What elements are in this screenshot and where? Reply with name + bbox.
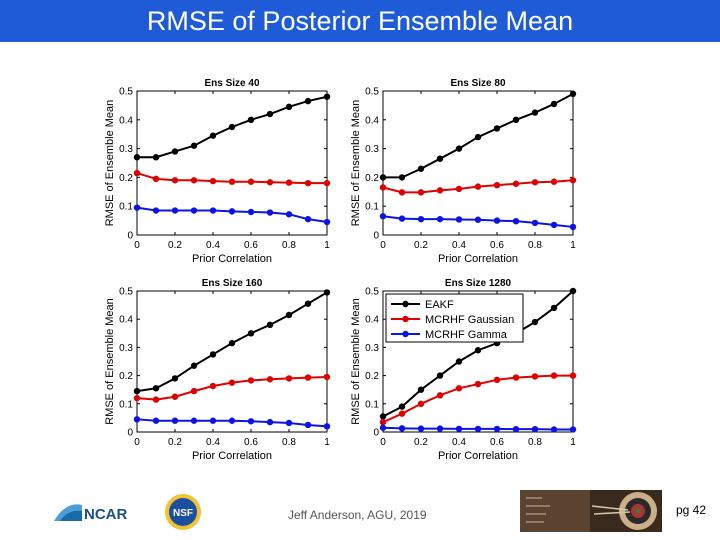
- x-tick-label: 1: [570, 240, 576, 251]
- dart-logo: [520, 490, 662, 532]
- data-point-mcrhf-gamma: [513, 218, 519, 224]
- data-point-eakf: [210, 351, 216, 357]
- data-point-eakf: [324, 94, 330, 100]
- data-point-eakf: [551, 305, 557, 311]
- x-tick-label: 0.2: [414, 240, 428, 251]
- data-point-mcrhf-gamma: [456, 426, 462, 432]
- data-point-mcrhf-gaussian: [513, 181, 519, 187]
- data-point-eakf: [248, 117, 254, 123]
- page-number: pg 42: [676, 503, 707, 517]
- y-tick-label: 0.4: [119, 314, 133, 326]
- data-point-mcrhf-gamma: [418, 425, 424, 431]
- dart-logo-panel: [520, 490, 590, 532]
- x-tick-label: 1: [570, 437, 576, 448]
- data-point-mcrhf-gaussian: [191, 177, 197, 183]
- data-point-mcrhf-gaussian: [513, 374, 519, 380]
- data-point-eakf: [210, 132, 216, 138]
- y-tick-label: 0.5: [119, 86, 133, 98]
- y-tick-label: 0.3: [119, 144, 133, 156]
- data-point-mcrhf-gaussian: [475, 183, 481, 189]
- data-point-eakf: [475, 134, 481, 140]
- chart-legend: [386, 294, 523, 342]
- data-point-eakf: [134, 154, 140, 160]
- x-tick-label: 1: [324, 437, 330, 448]
- data-point-mcrhf-gaussian: [267, 376, 273, 382]
- x-tick-label: 0: [134, 240, 140, 251]
- data-point-mcrhf-gamma: [399, 425, 405, 431]
- data-point-mcrhf-gaussian: [437, 392, 443, 398]
- data-point-mcrhf-gaussian: [248, 377, 254, 383]
- data-point-mcrhf-gaussian: [153, 396, 159, 402]
- data-point-eakf: [437, 155, 443, 161]
- footer-author: Jeff Anderson, AGU, 2019: [288, 508, 427, 522]
- data-point-mcrhf-gamma: [532, 426, 538, 432]
- data-point-mcrhf-gamma: [210, 207, 216, 213]
- y-tick-label: 0.5: [365, 286, 379, 298]
- data-point-mcrhf-gaussian: [399, 189, 405, 195]
- data-point-mcrhf-gamma: [210, 418, 216, 424]
- data-point-mcrhf-gaussian: [532, 179, 538, 185]
- data-point-eakf: [418, 166, 424, 172]
- data-point-mcrhf-gamma: [437, 425, 443, 431]
- x-axis-label: Prior Correlation: [437, 253, 519, 265]
- data-point-eakf: [399, 174, 405, 180]
- x-tick-label: 0.4: [452, 437, 466, 448]
- x-tick-label: 0: [134, 437, 140, 448]
- y-tick-label: 0.2: [119, 371, 133, 383]
- legend-marker: [402, 301, 408, 307]
- data-point-mcrhf-gamma: [134, 204, 140, 210]
- data-point-eakf: [229, 124, 235, 130]
- data-point-mcrhf-gamma: [551, 222, 557, 228]
- data-point-eakf: [324, 289, 330, 295]
- chart-title: Ens Size 80: [450, 78, 506, 89]
- y-tick-label: 0.2: [365, 371, 379, 383]
- data-point-eakf: [134, 388, 140, 394]
- data-point-eakf: [532, 319, 538, 325]
- data-point-mcrhf-gamma: [570, 426, 576, 432]
- data-point-mcrhf-gamma: [494, 217, 500, 223]
- data-point-mcrhf-gamma: [532, 220, 538, 226]
- data-point-mcrhf-gaussian: [380, 184, 386, 190]
- data-point-mcrhf-gaussian: [570, 372, 576, 378]
- data-point-eakf: [380, 174, 386, 180]
- data-point-mcrhf-gamma: [399, 215, 405, 221]
- x-tick-label: 0.4: [452, 240, 466, 251]
- y-axis-label: RMSE of Ensemble Mean: [104, 298, 116, 425]
- data-point-eakf: [570, 91, 576, 97]
- legend-label: MCRHF Gaussian: [425, 314, 515, 326]
- data-point-mcrhf-gaussian: [418, 189, 424, 195]
- chart-panel-4: [350, 278, 576, 462]
- data-point-mcrhf-gaussian: [551, 372, 557, 378]
- y-tick-label: 0: [127, 230, 133, 242]
- data-point-eakf: [172, 148, 178, 154]
- data-point-mcrhf-gamma: [172, 207, 178, 213]
- y-tick-label: 0.5: [119, 286, 133, 298]
- data-point-eakf: [513, 117, 519, 123]
- data-point-mcrhf-gaussian: [324, 180, 330, 186]
- x-tick-label: 0.6: [490, 437, 504, 448]
- data-point-mcrhf-gaussian: [172, 177, 178, 183]
- data-point-eakf: [456, 358, 462, 364]
- data-point-mcrhf-gamma: [286, 211, 292, 217]
- data-point-mcrhf-gaussian: [324, 374, 330, 380]
- data-point-mcrhf-gaussian: [418, 401, 424, 407]
- nsf-logo-text: NSF: [173, 508, 193, 519]
- x-tick-label: 0.6: [244, 240, 258, 251]
- data-point-mcrhf-gamma: [305, 216, 311, 222]
- data-point-mcrhf-gaussian: [437, 187, 443, 193]
- data-point-mcrhf-gaussian: [305, 180, 311, 186]
- data-point-mcrhf-gaussian: [551, 179, 557, 185]
- data-point-mcrhf-gaussian: [267, 179, 273, 185]
- chart-panel-2: [350, 78, 576, 265]
- x-axis-label: Prior Correlation: [437, 450, 519, 462]
- data-point-eakf: [286, 312, 292, 318]
- data-point-mcrhf-gaussian: [248, 179, 254, 185]
- data-point-mcrhf-gamma: [437, 216, 443, 222]
- data-point-mcrhf-gaussian: [532, 373, 538, 379]
- data-point-mcrhf-gamma: [475, 426, 481, 432]
- data-point-mcrhf-gaussian: [191, 388, 197, 394]
- y-tick-label: 0.2: [119, 172, 133, 184]
- x-axis-label: Prior Correlation: [191, 253, 273, 265]
- data-point-mcrhf-gamma: [267, 209, 273, 215]
- y-tick-label: 0.3: [365, 144, 379, 156]
- data-point-mcrhf-gaussian: [494, 182, 500, 188]
- data-point-mcrhf-gamma: [456, 216, 462, 222]
- x-tick-label: 0.6: [244, 437, 258, 448]
- data-point-mcrhf-gaussian: [494, 377, 500, 383]
- chart-panel-3: [104, 278, 330, 462]
- data-point-mcrhf-gamma: [229, 208, 235, 214]
- chart-title: Ens Size 40: [204, 78, 260, 89]
- data-point-eakf: [229, 340, 235, 346]
- data-point-mcrhf-gaussian: [229, 179, 235, 185]
- x-tick-label: 0.2: [414, 437, 428, 448]
- y-tick-label: 0: [373, 230, 379, 242]
- data-point-mcrhf-gamma: [172, 418, 178, 424]
- data-point-mcrhf-gamma: [248, 209, 254, 215]
- data-point-mcrhf-gaussian: [456, 385, 462, 391]
- data-point-mcrhf-gamma: [248, 418, 254, 424]
- y-axis-label: RMSE of Ensemble Mean: [104, 99, 116, 227]
- data-point-eakf: [380, 413, 386, 419]
- data-point-eakf: [267, 111, 273, 117]
- data-point-mcrhf-gaussian: [305, 374, 311, 380]
- data-point-eakf: [248, 330, 254, 336]
- data-point-mcrhf-gamma: [494, 426, 500, 432]
- y-axis-label: RMSE of Ensemble Mean: [350, 99, 362, 227]
- chart-title: Ens Size 160: [201, 278, 263, 289]
- y-axis-label: RMSE of Ensemble Mean: [350, 298, 362, 425]
- data-point-eakf: [172, 375, 178, 381]
- y-tick-label: 0: [373, 427, 379, 439]
- x-tick-label: 0.8: [528, 240, 542, 251]
- data-point-mcrhf-gamma: [380, 213, 386, 219]
- data-point-mcrhf-gamma: [513, 426, 519, 432]
- data-point-mcrhf-gaussian: [210, 178, 216, 184]
- data-point-mcrhf-gaussian: [286, 375, 292, 381]
- y-tick-label: 0.4: [365, 115, 379, 127]
- data-point-eakf: [475, 347, 481, 353]
- y-tick-label: 0: [127, 427, 133, 439]
- x-tick-label: 0.4: [206, 240, 220, 251]
- data-point-mcrhf-gamma: [570, 224, 576, 230]
- chart-panel-1: [104, 78, 330, 265]
- data-point-eakf: [305, 98, 311, 104]
- data-point-eakf: [532, 109, 538, 115]
- data-point-mcrhf-gaussian: [399, 410, 405, 416]
- data-point-mcrhf-gaussian: [456, 186, 462, 192]
- data-point-mcrhf-gamma: [267, 419, 273, 425]
- data-point-mcrhf-gamma: [418, 216, 424, 222]
- data-point-mcrhf-gaussian: [134, 170, 140, 176]
- data-point-eakf: [551, 101, 557, 107]
- data-point-mcrhf-gaussian: [286, 179, 292, 185]
- data-point-eakf: [286, 104, 292, 110]
- x-tick-label: 0.2: [168, 240, 182, 251]
- x-tick-label: 1: [324, 240, 330, 251]
- y-tick-label: 0.2: [365, 172, 379, 184]
- legend-marker: [402, 331, 408, 337]
- data-point-eakf: [267, 322, 273, 328]
- legend-label: MCRHF Gamma: [425, 329, 507, 341]
- plot-area: [383, 91, 573, 235]
- data-point-mcrhf-gamma: [286, 420, 292, 426]
- data-point-eakf: [191, 143, 197, 149]
- ncar-logo-text: NCAR: [84, 506, 128, 523]
- plot-area: [137, 291, 327, 432]
- nsf-logo: [163, 492, 203, 532]
- y-tick-label: 0.1: [365, 201, 379, 213]
- x-tick-label: 0.8: [282, 240, 296, 251]
- y-tick-label: 0.1: [119, 399, 133, 411]
- data-point-eakf: [418, 387, 424, 393]
- data-point-eakf: [570, 288, 576, 294]
- x-tick-label: 0.2: [168, 437, 182, 448]
- y-tick-label: 0.1: [119, 201, 133, 213]
- data-point-mcrhf-gamma: [153, 207, 159, 213]
- data-point-mcrhf-gaussian: [153, 176, 159, 182]
- x-tick-label: 0.8: [282, 437, 296, 448]
- x-tick-label: 0.8: [528, 437, 542, 448]
- data-point-eakf: [305, 300, 311, 306]
- dartboard-bullseye: [636, 509, 641, 514]
- y-tick-label: 0.4: [365, 314, 379, 326]
- data-point-mcrhf-gaussian: [134, 395, 140, 401]
- legend-marker: [402, 316, 408, 322]
- data-point-mcrhf-gamma: [380, 425, 386, 431]
- y-tick-label: 0.4: [119, 115, 133, 127]
- x-axis-label: Prior Correlation: [191, 450, 273, 462]
- data-point-mcrhf-gaussian: [475, 381, 481, 387]
- y-tick-label: 0.1: [365, 399, 379, 411]
- data-point-mcrhf-gamma: [324, 219, 330, 225]
- data-point-eakf: [399, 403, 405, 409]
- y-tick-label: 0.3: [119, 342, 133, 354]
- data-point-mcrhf-gamma: [475, 217, 481, 223]
- data-point-mcrhf-gaussian: [570, 177, 576, 183]
- data-point-mcrhf-gaussian: [380, 419, 386, 425]
- data-point-mcrhf-gamma: [153, 418, 159, 424]
- y-tick-label: 0.5: [365, 86, 379, 98]
- data-point-mcrhf-gamma: [134, 416, 140, 422]
- data-point-mcrhf-gaussian: [229, 379, 235, 385]
- legend-label: EAKF: [425, 299, 454, 311]
- slide-title: RMSE of Posterior Ensemble Mean: [146, 5, 574, 36]
- x-tick-label: 0: [380, 240, 386, 251]
- data-point-mcrhf-gaussian: [210, 383, 216, 389]
- x-tick-label: 0.4: [206, 437, 220, 448]
- x-tick-label: 0.6: [490, 240, 504, 251]
- data-point-mcrhf-gamma: [191, 207, 197, 213]
- data-point-mcrhf-gamma: [324, 423, 330, 429]
- data-point-eakf: [153, 385, 159, 391]
- y-tick-label: 0.3: [365, 342, 379, 354]
- data-point-mcrhf-gaussian: [172, 394, 178, 400]
- x-tick-label: 0: [380, 437, 386, 448]
- ncar-logo: [52, 497, 152, 527]
- chart-title: Ens Size 1280: [444, 278, 512, 289]
- data-point-mcrhf-gamma: [305, 422, 311, 428]
- data-point-mcrhf-gamma: [191, 418, 197, 424]
- data-point-eakf: [494, 125, 500, 131]
- data-point-eakf: [437, 372, 443, 378]
- data-point-mcrhf-gamma: [551, 426, 557, 432]
- data-point-eakf: [456, 145, 462, 151]
- data-point-eakf: [153, 154, 159, 160]
- data-point-mcrhf-gamma: [229, 418, 235, 424]
- data-point-eakf: [191, 363, 197, 369]
